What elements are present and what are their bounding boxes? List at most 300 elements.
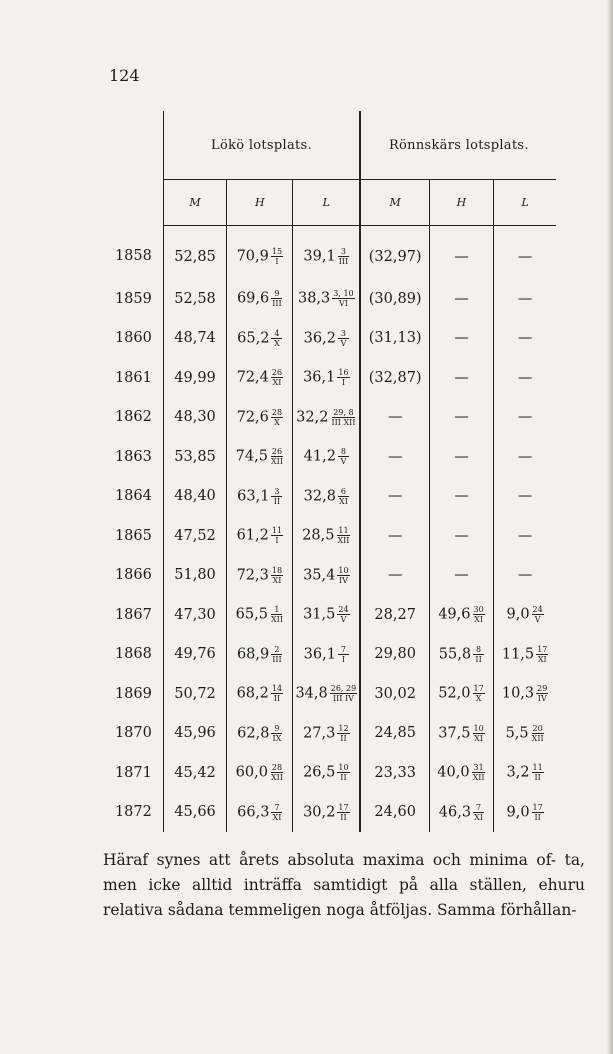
ronnskar-high-value: — [454, 448, 469, 465]
table-row [104, 595, 613, 635]
loko-high-value: 62,8 [237, 725, 270, 742]
fraction-day: 14 [271, 684, 283, 694]
year-cell: 1869 [114, 685, 152, 702]
loko-mean-cell: 47,30 [163, 595, 226, 635]
loko-mean-cell: 49,76 [163, 635, 226, 675]
fraction-month: XII [472, 773, 485, 783]
date-fraction [338, 247, 349, 266]
fraction-month: XI [474, 615, 484, 625]
fraction-month: X [274, 338, 280, 348]
col-header-loko-l: L [293, 180, 360, 226]
fraction-month: II [534, 812, 541, 822]
loko-high-cell [227, 714, 293, 754]
loko-high-cell [227, 437, 293, 477]
loko-low-value: 32,8 [303, 488, 336, 505]
date-fraction [270, 605, 284, 624]
loko-low-value: 36,1 [303, 646, 336, 663]
year-cell: 1871 [114, 764, 152, 781]
fraction-month: X [274, 417, 280, 427]
loko-mean-cell: 48,30 [163, 398, 226, 438]
fraction-day: 28 [271, 407, 283, 417]
ronnskar-high-value: 55,8 [438, 646, 472, 663]
date-fraction [337, 803, 349, 822]
ronnskar-high-value: — [454, 409, 469, 426]
ronnskar-low-value: 9,0 [506, 804, 530, 821]
fraction-day: 6 [338, 487, 349, 497]
table-row [104, 358, 613, 398]
loko-mean-cell: 45,42 [163, 753, 226, 793]
date-fraction [337, 763, 349, 782]
fraction-day: 30 [473, 605, 484, 615]
date-fraction [531, 724, 545, 743]
ronnskar-high-value: — [454, 369, 469, 386]
fraction-month: XI [272, 378, 282, 388]
table-row [104, 398, 613, 438]
fraction-day: 31 [473, 763, 484, 773]
fraction-month: XII [531, 733, 544, 743]
group-header-loko: Lökö lotsplats. [163, 111, 360, 180]
fraction-day: 10 [338, 763, 349, 773]
ronnskar-high-cell [430, 674, 494, 714]
year-cell: 1862 [114, 409, 152, 426]
loko-low-cell [293, 516, 360, 556]
year-header-cell [104, 111, 163, 180]
loko-high-cell [227, 358, 293, 398]
ronnskar-mean-cell: (32,97) [360, 226, 429, 280]
page-number: 124 [109, 66, 140, 85]
fraction-day: 15 [271, 247, 283, 256]
fraction-month: VI [338, 299, 348, 309]
loko-high-cell [227, 753, 293, 793]
table-row [104, 674, 613, 714]
loko-low-value: 38,3 [297, 290, 331, 307]
ronnskar-high-cell [430, 595, 494, 635]
fraction-day: 24 [338, 605, 349, 615]
loko-high-value: 60,0 [235, 764, 268, 781]
fraction-day: 17 [537, 644, 548, 654]
fraction-day: 29 [537, 684, 548, 694]
fraction-month: II [273, 694, 281, 704]
loko-high-cell [227, 595, 293, 635]
fraction-day: 9 [271, 724, 282, 734]
date-fraction [330, 684, 357, 703]
group-header-spacer [556, 111, 613, 180]
loko-mean-cell: 47,52 [163, 516, 226, 556]
date-fraction [536, 645, 548, 664]
loko-low-cell [293, 753, 360, 793]
year-cell: 1858 [114, 248, 152, 265]
loko-high-cell [227, 635, 293, 675]
ronnskar-high-cell [430, 279, 494, 319]
fraction-month: XI [474, 733, 484, 743]
fraction-month: X [475, 694, 482, 704]
ronnskar-mean-cell: 30,02 [360, 674, 429, 714]
loko-mean-cell: 48,74 [163, 319, 226, 359]
loko-mean-cell: 51,80 [163, 556, 226, 596]
table-row [104, 477, 613, 517]
loko-low-cell [293, 556, 360, 596]
fraction-day: 28 [271, 763, 283, 773]
date-fraction [337, 724, 349, 743]
fraction-month: III [272, 654, 282, 664]
loko-high-value: 63,1 [237, 488, 270, 505]
fraction-day: 11 [532, 763, 543, 773]
fraction-month: I [341, 654, 346, 664]
fraction-day: 8 [473, 645, 484, 655]
table-row [104, 279, 613, 319]
loko-low-cell [293, 793, 360, 833]
loko-high-cell [227, 793, 293, 833]
loko-low-value: 31,5 [303, 606, 336, 623]
date-fraction [336, 526, 350, 545]
year-cell: 1864 [114, 488, 152, 505]
ronnskar-mean-cell: (32,87) [360, 358, 429, 398]
year-cell: 1860 [114, 330, 152, 347]
year-cell: 1867 [114, 606, 152, 623]
ronnskar-low-value: — [517, 488, 533, 505]
ronnskar-low-cell [493, 398, 556, 438]
fraction-day: 8 [338, 447, 349, 457]
fraction-day: 29, 8 [333, 407, 354, 417]
table-row [104, 319, 613, 359]
table-row [104, 556, 613, 596]
date-fraction [532, 605, 544, 624]
loko-low-cell [293, 635, 360, 675]
body-paragraph: Häraf synes att årets absoluta maxima och minima of- ta, men icke alltid inträffa samtidigt på alla ställen, ehuru relativa sådana temmeligen noga åtföljas. Samma förhållan- [103, 851, 585, 919]
fraction-month: III [338, 257, 349, 266]
loko-low-value: 41,2 [303, 448, 336, 465]
year-cell: 1863 [114, 448, 152, 465]
date-fraction [338, 645, 349, 664]
fraction-day: 7 [473, 803, 484, 813]
ronnskar-low-value: — [517, 567, 533, 584]
ronnskar-low-value: 3,2 [506, 764, 530, 781]
table-row [104, 437, 613, 477]
ronnskar-high-value: 46,3 [438, 804, 472, 821]
loko-high-value: 74,5 [235, 448, 268, 465]
ronnskar-low-value: 11,5 [501, 646, 535, 663]
loko-high-value: 66,3 [237, 804, 270, 821]
ronnskar-low-cell [493, 753, 556, 793]
date-fraction [473, 724, 485, 743]
fraction-month: XI [272, 575, 282, 585]
date-fraction [473, 605, 485, 624]
ronnskar-mean-cell: 24,85 [360, 714, 429, 754]
date-fraction [271, 684, 283, 703]
fraction-month: XI [537, 654, 547, 664]
year-cell: 1868 [114, 646, 152, 663]
date-fraction [271, 724, 282, 743]
fraction-month: II [475, 654, 482, 664]
date-fraction [338, 487, 349, 506]
ronnskar-low-value: 5,5 [505, 725, 529, 742]
fraction-month: II [273, 496, 281, 506]
ronnskar-low-cell [493, 793, 556, 833]
date-fraction [337, 605, 349, 624]
loko-low-cell [293, 279, 360, 319]
fraction-month: III [272, 299, 282, 309]
fraction-month: XI [272, 812, 282, 822]
group-header-ronnskar: Rönnskärs lotsplats. [360, 111, 556, 180]
ronnskar-high-value: 37,5 [438, 725, 471, 742]
fraction-month: XI [339, 496, 348, 506]
ronnskar-mean-cell: — [360, 437, 429, 477]
ronnskar-high-cell [430, 398, 494, 438]
loko-low-value: 28,5 [302, 527, 335, 544]
fraction-month: XII [270, 615, 283, 625]
loko-high-cell [227, 226, 293, 280]
fraction-month: V [534, 615, 541, 625]
ronnskar-mean-cell: — [360, 477, 429, 517]
fraction-month: II [340, 812, 347, 822]
ronnskar-high-cell [430, 226, 494, 280]
table-row [104, 793, 613, 833]
fraction-month: III IV [332, 694, 354, 704]
fraction-day: 11 [338, 526, 349, 536]
ronnskar-low-value: — [517, 369, 533, 386]
loko-low-value: 34,8 [295, 685, 328, 702]
loko-high-value: 72,3 [236, 567, 269, 584]
table-row [104, 635, 613, 675]
fraction-month: III XII [331, 417, 356, 427]
date-fraction [337, 368, 349, 387]
fraction-day: 16 [338, 368, 349, 378]
loko-mean-cell: 52,85 [163, 226, 226, 280]
loko-high-cell [227, 556, 293, 596]
loko-low-cell [293, 437, 360, 477]
ronnskar-high-value: — [454, 488, 469, 505]
loko-high-cell [227, 674, 293, 714]
date-fraction [271, 803, 282, 822]
ronnskar-low-value: 9,0 [506, 606, 530, 623]
fraction-day: 1 [271, 605, 282, 615]
ronnskar-low-cell [493, 437, 556, 477]
year-subheader-cell [104, 180, 163, 226]
group-header-row [104, 111, 613, 180]
fraction-day: 26 [271, 368, 283, 378]
ronnskar-high-cell [430, 516, 494, 556]
loko-mean-cell: 49,99 [163, 358, 226, 398]
date-fraction [532, 803, 544, 822]
ronnskar-mean-cell: 28,27 [360, 595, 429, 635]
fraction-month: IV [537, 694, 547, 704]
ronnskar-low-cell [493, 358, 556, 398]
ronnskar-low-cell [493, 226, 556, 280]
loko-low-value: 36,2 [303, 330, 336, 347]
column-header-row [104, 180, 613, 226]
fraction-day: 17 [532, 802, 543, 812]
ronnskar-low-cell [493, 477, 556, 517]
loko-low-cell [293, 714, 360, 754]
ronnskar-low-value: — [517, 409, 533, 426]
loko-low-cell [293, 398, 360, 438]
loko-high-value: 72,6 [236, 409, 269, 426]
ronnskar-mean-cell: (31,13) [360, 319, 429, 359]
col-header-loko-h: H [227, 180, 293, 226]
ronnskar-low-cell [493, 319, 556, 359]
loko-low-cell [293, 319, 360, 359]
loko-mean-cell: 45,96 [163, 714, 226, 754]
year-cell: 1861 [114, 369, 152, 386]
table-row [104, 714, 613, 754]
ronnskar-mean-cell: 24,60 [360, 793, 429, 833]
ronnskar-low-cell [493, 279, 556, 319]
ronnskar-mean-cell: — [360, 516, 429, 556]
fraction-day: 17 [473, 684, 484, 694]
table-row [104, 516, 613, 556]
date-fraction [271, 368, 283, 387]
date-fraction [271, 289, 282, 308]
table-body [104, 226, 613, 833]
ronnskar-low-value: — [517, 248, 533, 265]
loko-mean-cell: 50,72 [163, 674, 226, 714]
ronnskar-high-cell [430, 753, 494, 793]
loko-low-value: 26,5 [303, 764, 336, 781]
year-cell: 1859 [114, 290, 152, 307]
loko-low-value: 35,4 [303, 567, 336, 584]
ronnskar-high-cell [430, 714, 494, 754]
fraction-month: II [534, 773, 541, 783]
date-fraction [271, 408, 283, 427]
loko-high-value: 68,2 [236, 685, 269, 702]
fraction-month: V [340, 457, 347, 467]
col-header-ronnskar-m: M [360, 180, 429, 226]
fraction-day: 2 [271, 645, 282, 655]
fraction-day: 3 [271, 487, 282, 497]
loko-mean-cell: 53,85 [163, 437, 226, 477]
loko-low-value: 36,1 [303, 369, 336, 386]
ronnskar-high-cell [430, 437, 494, 477]
fraction-day: 24 [532, 605, 543, 615]
ronnskar-low-value: — [517, 448, 533, 465]
loko-mean-cell: 52,58 [163, 279, 226, 319]
ronnskar-mean-cell: — [360, 398, 429, 438]
year-cell: 1870 [114, 725, 152, 742]
date-fraction [271, 329, 282, 348]
ronnskar-low-cell [493, 556, 556, 596]
loko-low-cell [293, 358, 360, 398]
date-fraction [271, 526, 283, 545]
loko-low-value: 32,2 [296, 409, 329, 426]
date-fraction [473, 645, 484, 664]
loko-high-value: 69,6 [236, 290, 270, 307]
loko-high-cell [227, 319, 293, 359]
loko-high-cell [227, 279, 293, 319]
fraction-day: 18 [271, 565, 283, 575]
loko-low-value: 27,3 [303, 725, 336, 742]
fraction-month: XII [337, 536, 350, 546]
fraction-month: I [341, 378, 346, 388]
date-fraction [338, 329, 349, 348]
loko-high-value: 61,2 [236, 527, 269, 544]
fraction-day: 3, 10 [333, 289, 354, 299]
loko-high-value: 65,2 [237, 330, 270, 347]
ronnskar-high-value: 40,0 [437, 764, 470, 781]
fraction-month: V [340, 338, 347, 348]
loko-mean-cell: 48,40 [163, 477, 226, 517]
ronnskar-high-value: 49,6 [438, 606, 471, 623]
date-fraction [536, 684, 548, 703]
ronnskar-low-value: — [517, 527, 533, 544]
date-fraction [270, 447, 284, 466]
col-header-ronnskar-h: H [430, 180, 494, 226]
ronnskar-mean-cell: — [360, 556, 429, 596]
fraction-month: V [340, 615, 347, 625]
fraction-day: 11 [271, 526, 283, 536]
ronnskar-high-value: — [454, 290, 469, 307]
fraction-day: 26 [271, 447, 283, 457]
date-fraction [472, 763, 486, 782]
loko-high-value: 65,5 [235, 606, 268, 623]
ronnskar-high-value: — [454, 330, 469, 347]
ronnskar-mean-cell: 29,80 [360, 635, 429, 675]
ronnskar-high-value: 52,0 [438, 685, 471, 702]
ronnskar-high-cell [430, 477, 494, 517]
date-fraction [270, 763, 284, 782]
ronnskar-high-value: — [454, 527, 469, 544]
fraction-day: 12 [338, 723, 349, 733]
fraction-month: I [275, 536, 279, 546]
fraction-month: XII [270, 773, 283, 783]
table-row [104, 226, 613, 280]
fraction-day: 20 [532, 723, 543, 733]
ronnskar-low-cell [493, 516, 556, 556]
date-fraction [271, 487, 282, 506]
loko-mean-cell: 45,66 [163, 793, 226, 833]
year-cell: 1872 [114, 804, 152, 821]
ronnskar-low-value: — [517, 290, 533, 307]
ronnskar-low-value: — [517, 330, 533, 347]
ronnskar-high-value: — [454, 567, 469, 584]
fraction-day: 10 [338, 565, 349, 575]
ronnskar-high-cell [430, 793, 494, 833]
fraction-month: IX [272, 733, 282, 743]
ronnskar-low-cell [493, 674, 556, 714]
loko-high-cell [227, 398, 293, 438]
ronnskar-low-cell [493, 635, 556, 675]
lotsplats-table [104, 111, 613, 832]
loko-low-cell [293, 477, 360, 517]
date-fraction [330, 408, 356, 427]
loko-high-value: 70,9 [236, 248, 269, 265]
year-cell: 1865 [114, 527, 152, 544]
fraction-day: 3 [338, 329, 349, 339]
ronnskar-high-cell [430, 635, 494, 675]
fraction-day: 9 [271, 289, 282, 299]
fraction-month: II [340, 773, 347, 783]
loko-low-cell [293, 674, 360, 714]
fraction-day: 3 [338, 247, 349, 257]
fraction-month: I [275, 257, 279, 266]
loko-low-value: 30,2 [303, 804, 336, 821]
year-cell: 1866 [114, 567, 152, 584]
loko-high-value: 68,9 [236, 646, 270, 663]
fraction-day: 17 [338, 802, 349, 812]
fraction-day: 7 [271, 803, 282, 813]
fraction-day: 26, 29 [330, 684, 357, 694]
fraction-month: XI [474, 812, 484, 822]
ronnskar-high-cell [430, 556, 494, 596]
date-fraction [332, 289, 354, 308]
col-header-loko-m: M [163, 180, 226, 226]
date-fraction [271, 645, 282, 664]
date-fraction [532, 763, 544, 782]
fraction-day: 4 [271, 329, 282, 339]
fraction-month: XII [270, 457, 283, 467]
loko-low-cell [293, 595, 360, 635]
date-fraction [338, 447, 349, 466]
date-fraction [473, 803, 484, 822]
